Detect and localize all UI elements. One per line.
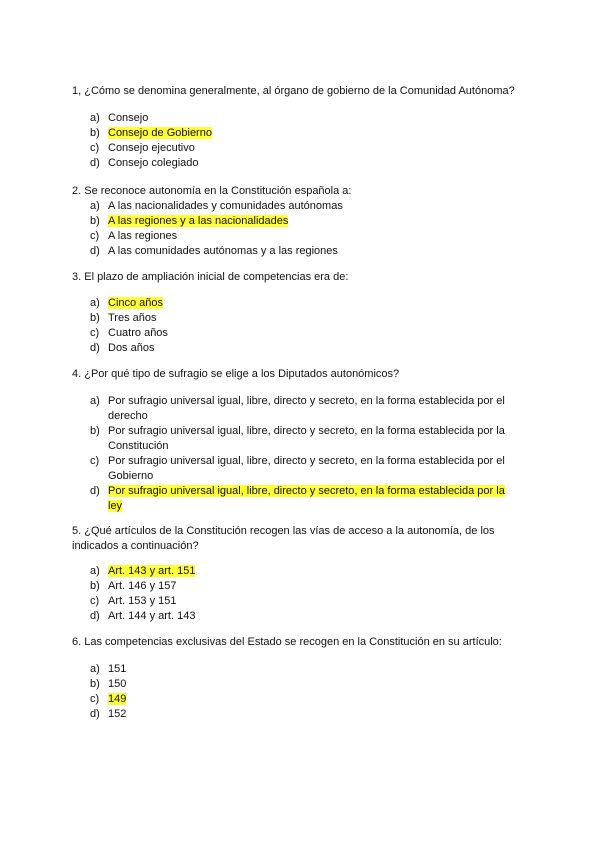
option-d [90,707,510,722]
highlighted-answer: Cinco años [108,297,164,309]
option-letter: d) [90,708,100,720]
option-a [90,111,510,126]
option-letter: a) [90,297,100,309]
question-2 [72,184,532,199]
option-text: Dos años [108,342,155,354]
option-a [90,564,510,579]
question-3 [72,270,532,285]
option-c [90,229,510,244]
option-letter: d) [90,157,100,169]
option-letter: b) [90,580,100,592]
option-letter: a) [90,395,100,407]
option-letter: a) [90,663,100,675]
option-b [90,579,510,594]
question-text: 4. ¿Por qué tipo de sufragio se elige a los Diputados autonómicos? [72,368,400,380]
option-letter: a) [90,565,100,577]
option-letter: d) [90,485,100,497]
option-a [90,394,510,424]
option-c [90,141,510,156]
option-text: Art. 153 y 151 [108,595,177,607]
option-letter: c) [90,455,100,467]
highlighted-answer: Art. 143 y art. 151 [108,565,196,577]
option-letter: c) [90,327,100,339]
option-letter: b) [90,215,100,227]
option-a [90,662,510,677]
option-text: Cuatro años [108,327,168,339]
option-text: 152 [108,708,127,720]
option-b [90,214,510,229]
option-text: Art. 144 y art. 143 [108,610,196,622]
question-1 [72,84,532,99]
option-text: Consejo ejecutivo [108,142,195,154]
option-a [90,199,510,214]
option-text: A las nacionalidades y comunidades autónomas [108,200,343,212]
option-text: Por sufragio universal igual, libre, directo y secreto, en la forma establecida por la Constitución [108,425,505,452]
option-text: Por sufragio universal igual, libre, directo y secreto, en la forma establecida por el derecho [108,395,505,422]
highlighted-answer: Consejo de Gobierno [108,127,212,139]
option-d [90,341,510,356]
option-letter: d) [90,245,100,257]
option-letter: b) [90,678,100,690]
option-a [90,296,510,311]
option-text: 150 [108,678,127,690]
question-text: 6. Las competencias exclusivas del Estado se recogen en la Constitución en su artículo: [72,636,502,648]
option-d [90,484,510,514]
option-c [90,692,510,707]
options-1 [90,111,510,171]
option-letter: c) [90,142,100,154]
question-text: 5. ¿Qué artículos de la Constitución recogen las vías de acceso a la autonomía, de los indicados a continuación? [72,525,495,552]
question-5 [72,524,532,554]
option-text: Consejo [108,112,149,124]
question-text: 1, ¿Cómo se denomina generalmente, al órgano de gobierno de la Comunidad Autónoma? [72,85,515,97]
question-4 [72,367,532,382]
highlighted-answer: Por sufragio universal igual, libre, directo y secreto, en la forma establecida por la ley [108,485,505,512]
option-letter: c) [90,595,100,607]
option-c [90,594,510,609]
option-letter: b) [90,312,100,324]
option-c [90,454,510,484]
option-text: Tres años [108,312,157,324]
question-6 [72,635,532,650]
option-letter: d) [90,610,100,622]
option-letter: c) [90,230,100,242]
option-text: Consejo colegiado [108,157,199,169]
option-d [90,244,510,259]
option-letter: d) [90,342,100,354]
highlighted-answer: A las regiones y a las nacionalidades [108,215,289,227]
option-b [90,424,510,454]
option-letter: a) [90,200,100,212]
options-6 [90,662,510,722]
option-text: 151 [108,663,127,675]
question-text: 3. El plazo de ampliación inicial de competencias era de: [72,271,349,283]
option-b [90,126,510,141]
option-text: A las comunidades autónomas y a las regiones [108,245,338,257]
option-b [90,311,510,326]
option-text: Por sufragio universal igual, libre, directo y secreto, en la forma establecida por el Gobierno [108,455,505,482]
option-letter: c) [90,693,100,705]
option-text: Art. 146 y 157 [108,580,177,592]
option-d [90,156,510,171]
highlighted-answer: 149 [108,693,127,705]
options-4 [90,394,510,514]
options-2 [90,199,510,259]
option-letter: a) [90,112,100,124]
option-letter: b) [90,425,100,437]
question-text: 2. Se reconoce autonomía en la Constitución española a: [72,185,352,197]
option-b [90,677,510,692]
options-3 [90,296,510,356]
options-5 [90,564,510,624]
option-c [90,326,510,341]
option-d [90,609,510,624]
option-letter: b) [90,127,100,139]
option-text: A las regiones [108,230,178,242]
